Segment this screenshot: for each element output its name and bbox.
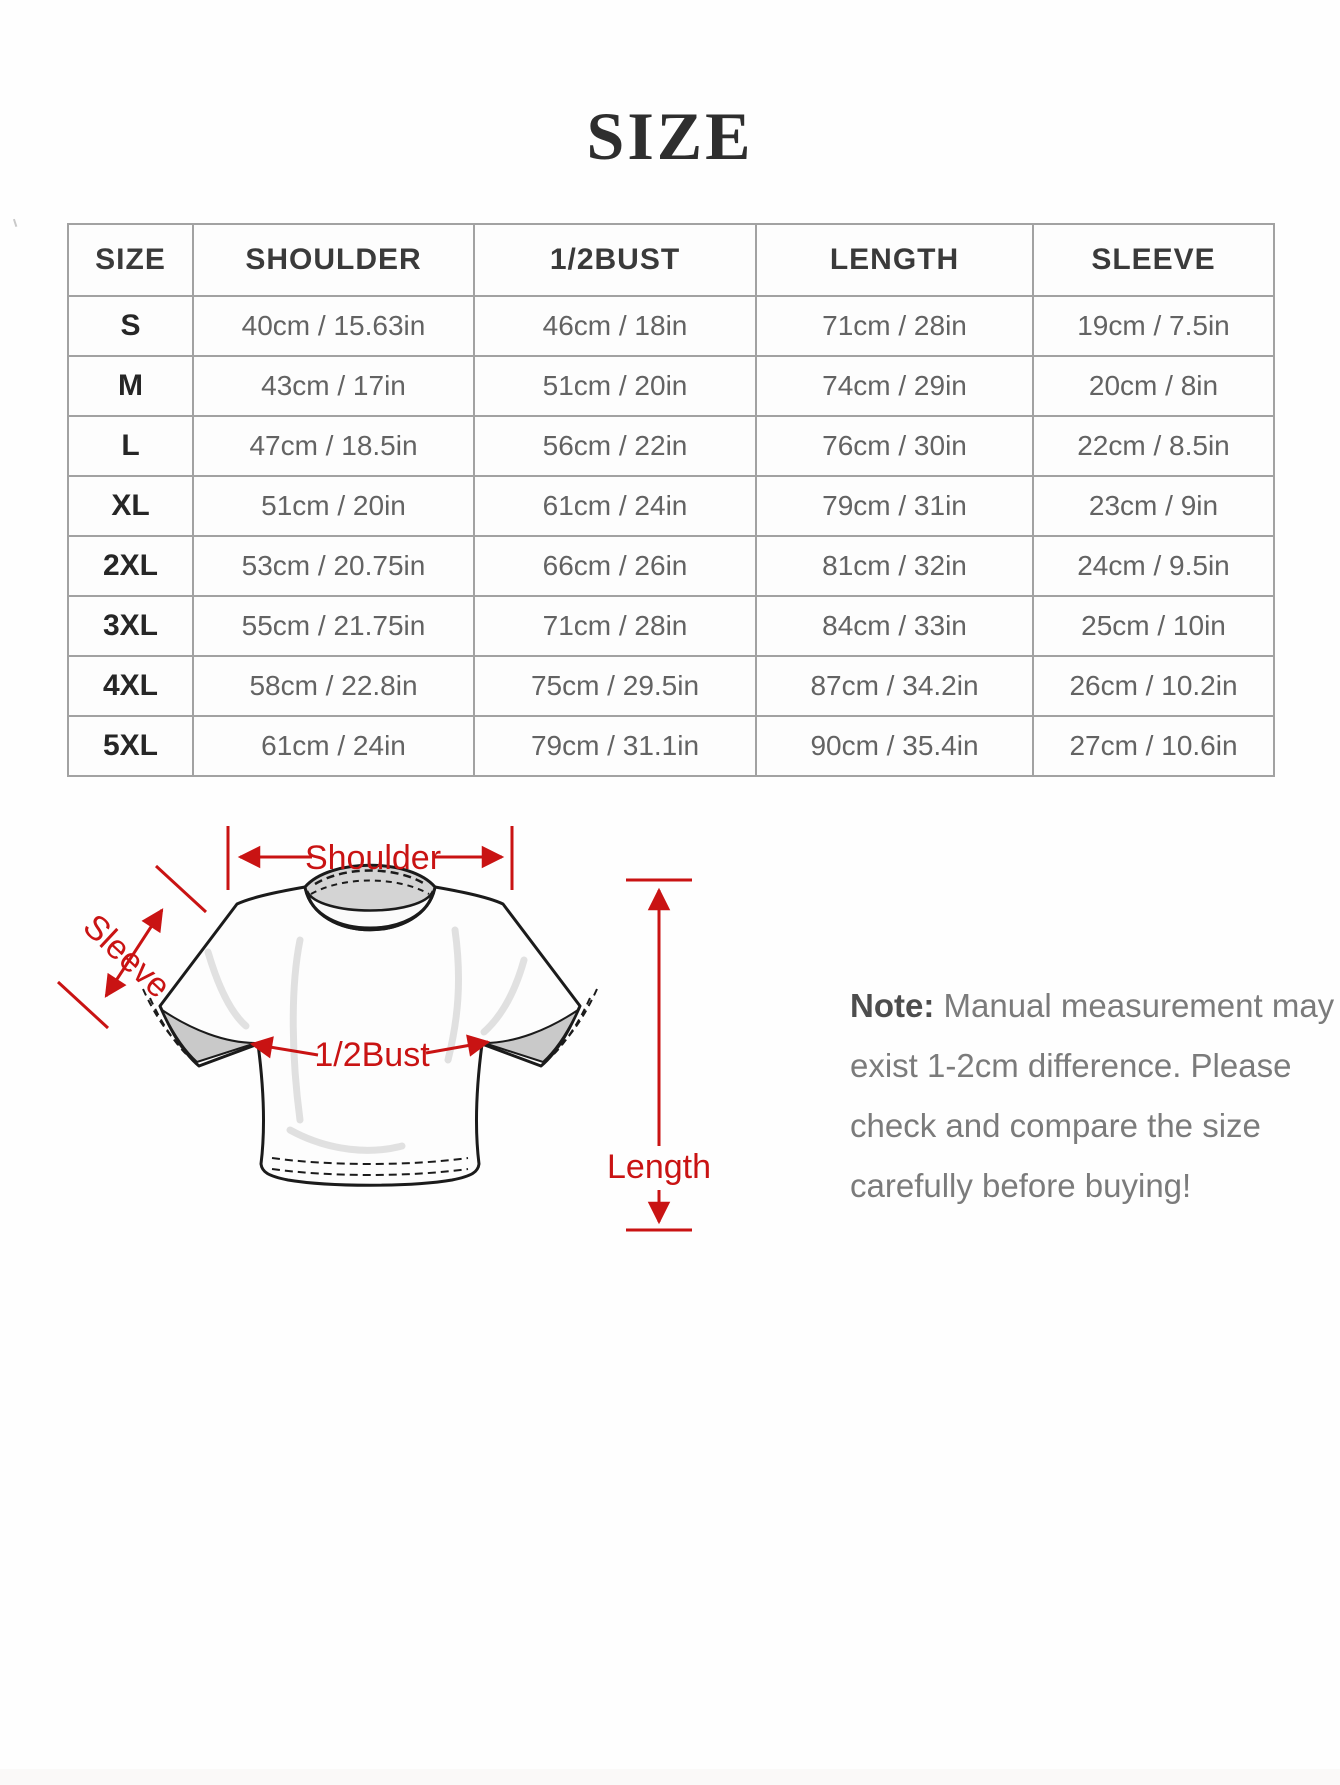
measurement-cell: 22cm / 8.5in bbox=[1033, 416, 1274, 476]
column-header: 1/2BUST bbox=[474, 224, 756, 296]
measurement-cell: 51cm / 20in bbox=[193, 476, 474, 536]
size-table-body bbox=[68, 296, 1274, 776]
note-line: exist 1-2cm difference. Please bbox=[850, 1047, 1292, 1084]
measurement-cell: 58cm / 22.8in bbox=[193, 656, 474, 716]
size-table bbox=[67, 223, 1275, 777]
size-cell: 4XL bbox=[68, 656, 193, 716]
measurement-cell: 74cm / 29in bbox=[756, 356, 1033, 416]
measurement-cell: 84cm / 33in bbox=[756, 596, 1033, 656]
measurement-cell: 40cm / 15.63in bbox=[193, 296, 474, 356]
measurement-cell: 76cm / 30in bbox=[756, 416, 1033, 476]
measurement-cell: 61cm / 24in bbox=[193, 716, 474, 776]
measurement-cell: 46cm / 18in bbox=[474, 296, 756, 356]
measurement-cell: 71cm / 28in bbox=[474, 596, 756, 656]
measurement-cell: 87cm / 34.2in bbox=[756, 656, 1033, 716]
size-cell: 5XL bbox=[68, 716, 193, 776]
header-row bbox=[68, 224, 1274, 296]
measurement-cell: 79cm / 31.1in bbox=[474, 716, 756, 776]
note-line: check and compare the size bbox=[850, 1107, 1261, 1144]
size-cell: M bbox=[68, 356, 193, 416]
size-table-wrap bbox=[67, 223, 1275, 777]
size-table-header bbox=[68, 224, 1274, 296]
tshirt-illustration bbox=[143, 865, 597, 1185]
measurement-cell: 27cm / 10.6in bbox=[1033, 716, 1274, 776]
measurement-cell: 79cm / 31in bbox=[756, 476, 1033, 536]
size-cell: XL bbox=[68, 476, 193, 536]
bust-label: 1/2Bust bbox=[314, 1036, 430, 1074]
measurement-cell: 20cm / 8in bbox=[1033, 356, 1274, 416]
measurement-cell: 56cm / 22in bbox=[474, 416, 756, 476]
table-row bbox=[68, 416, 1274, 476]
measurement-cell: 47cm / 18.5in bbox=[193, 416, 474, 476]
column-header: SHOULDER bbox=[193, 224, 474, 296]
measurement-cell: 66cm / 26in bbox=[474, 536, 756, 596]
note-line: carefully before buying! bbox=[850, 1167, 1192, 1204]
measurement-cell: 61cm / 24in bbox=[474, 476, 756, 536]
bottom-band bbox=[0, 1769, 1340, 1785]
measurement-cell: 75cm / 29.5in bbox=[474, 656, 756, 716]
stray-mark bbox=[13, 217, 23, 227]
table-row bbox=[68, 296, 1274, 356]
sleeve-label: Sleeve bbox=[75, 906, 178, 1006]
size-cell: 2XL bbox=[68, 536, 193, 596]
size-cell: L bbox=[68, 416, 193, 476]
column-header: SIZE bbox=[68, 224, 193, 296]
size-cell: 3XL bbox=[68, 596, 193, 656]
measurement-cell: 24cm / 9.5in bbox=[1033, 536, 1274, 596]
measurement-cell: 26cm / 10.2in bbox=[1033, 656, 1274, 716]
measurement-cell: 25cm / 10in bbox=[1033, 596, 1274, 656]
measurement-cell: 53cm / 20.75in bbox=[193, 536, 474, 596]
note-block bbox=[850, 976, 1335, 1216]
note-label: Note: bbox=[850, 987, 935, 1024]
measurement-cell: 43cm / 17in bbox=[193, 356, 474, 416]
column-header: SLEEVE bbox=[1033, 224, 1274, 296]
measurement-cell: 90cm / 35.4in bbox=[756, 716, 1033, 776]
shoulder-label: Shoulder bbox=[304, 839, 442, 877]
table-row bbox=[68, 596, 1274, 656]
table-row bbox=[68, 356, 1274, 416]
measurement-cell: 19cm / 7.5in bbox=[1033, 296, 1274, 356]
page-title: SIZE bbox=[586, 98, 754, 174]
column-header: LENGTH bbox=[756, 224, 1033, 296]
measurement-cell: 55cm / 21.75in bbox=[193, 596, 474, 656]
measurement-cell: 23cm / 9in bbox=[1033, 476, 1274, 536]
table-row bbox=[68, 536, 1274, 596]
table-row bbox=[68, 656, 1274, 716]
measurement-cell: 71cm / 28in bbox=[756, 296, 1033, 356]
note-line: Note: Manual measurement may bbox=[850, 987, 1335, 1024]
table-row bbox=[68, 476, 1274, 536]
size-cell: S bbox=[68, 296, 193, 356]
measurement-cell: 51cm / 20in bbox=[474, 356, 756, 416]
measurement-cell: 81cm / 32in bbox=[756, 536, 1033, 596]
length-label: Length bbox=[607, 1148, 711, 1186]
